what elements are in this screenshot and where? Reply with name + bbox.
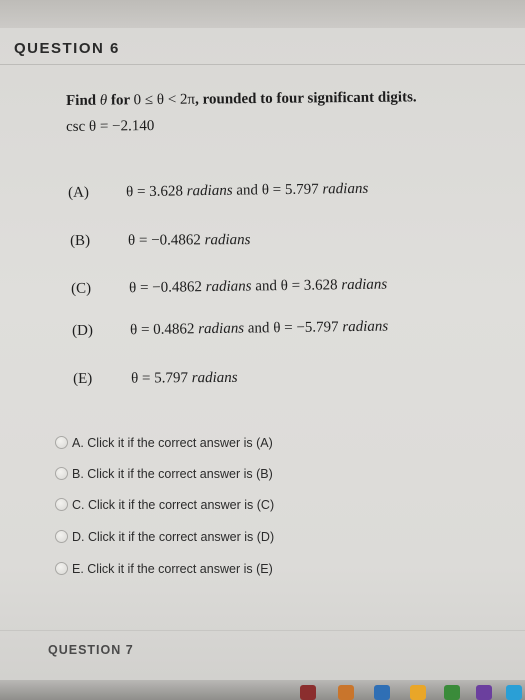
option-d[interactable] xyxy=(55,530,274,544)
choice-text: and xyxy=(232,182,262,199)
header-divider xyxy=(0,64,525,65)
option-a-label: A. Click it if the correct answer is (A) xyxy=(72,436,273,450)
choice-text: and xyxy=(251,278,281,295)
question-divider xyxy=(0,630,525,631)
choice-text: θ = −0.4862 xyxy=(127,232,205,249)
dock-app-icon[interactable] xyxy=(374,685,390,700)
radio-c-icon[interactable] xyxy=(55,498,68,511)
prompt-for: for xyxy=(107,92,134,109)
dock-app-icon[interactable] xyxy=(300,685,316,700)
radio-d-icon[interactable] xyxy=(55,530,68,543)
choice-label: (C) xyxy=(71,280,92,297)
radio-b-icon[interactable] xyxy=(55,467,68,480)
choice-text: θ = 3.628 xyxy=(125,183,187,201)
prompt-theta: θ xyxy=(99,92,108,109)
given-equation: csc θ = −2.140 xyxy=(66,118,155,135)
taskbar-dock xyxy=(0,680,525,700)
dock-app-icon[interactable] xyxy=(410,685,426,700)
choice-unit: radians xyxy=(341,276,388,294)
radio-e-icon[interactable] xyxy=(55,562,68,575)
choice-unit: radians xyxy=(186,182,233,200)
choice-unit: radians xyxy=(322,180,369,198)
dock-app-icon[interactable] xyxy=(476,685,492,700)
option-d-label: D. Click it if the correct answer is (D) xyxy=(72,530,275,544)
option-b-label: B. Click it if the correct answer is (B) xyxy=(72,467,273,481)
choice-text: θ = 5.797 xyxy=(130,370,192,387)
choice-unit: radians xyxy=(191,369,238,387)
question-7-title: QUESTION 7 xyxy=(48,643,134,657)
dock-app-icon[interactable] xyxy=(444,685,460,700)
question-6-title: QUESTION 6 xyxy=(14,40,120,57)
option-b[interactable] xyxy=(55,467,273,481)
prompt-domain: 0 ≤ θ < 2π xyxy=(133,91,196,109)
choice-unit: radians xyxy=(198,320,245,338)
choice-label: (B) xyxy=(70,232,91,249)
screen-top-strip xyxy=(0,0,525,30)
option-c[interactable] xyxy=(55,498,274,512)
choice-text: and xyxy=(243,320,274,337)
choice-label: (E) xyxy=(73,370,93,387)
radio-a-icon[interactable] xyxy=(55,436,68,449)
dock-app-icon[interactable] xyxy=(506,685,522,700)
option-a[interactable] xyxy=(55,436,273,450)
choice-unit: radians xyxy=(204,232,251,249)
choice-label: (A) xyxy=(68,184,90,201)
choice-text: θ = 0.4862 xyxy=(129,321,199,339)
option-c-label: C. Click it if the correct answer is (C) xyxy=(72,498,275,512)
choice-text: θ = −0.4862 xyxy=(128,279,206,297)
choice-row xyxy=(73,370,238,388)
choice-text: θ = 5.797 xyxy=(261,181,323,199)
dock-app-icon[interactable] xyxy=(338,685,354,700)
choice-unit: radians xyxy=(342,318,389,336)
prompt-prefix: Find xyxy=(66,92,100,109)
prompt-suffix: , rounded to four significant digits. xyxy=(194,89,417,108)
choice-label: (D) xyxy=(72,322,94,339)
choice-text: θ = 3.628 xyxy=(280,277,342,295)
choice-text: θ = −5.797 xyxy=(273,319,343,337)
choice-row xyxy=(70,232,251,250)
option-e[interactable] xyxy=(55,562,273,576)
choice-unit: radians xyxy=(205,278,252,296)
option-e-label: E. Click it if the correct answer is (E) xyxy=(72,562,273,576)
